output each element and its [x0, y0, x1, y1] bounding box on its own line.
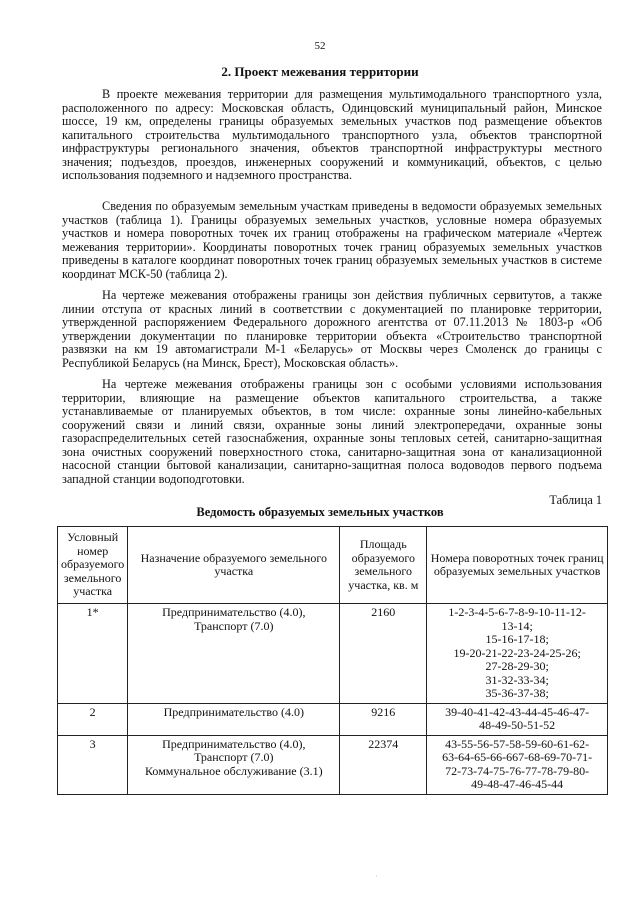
table-title: Ведомость образуемых земельных участков: [196, 505, 444, 519]
parcel-points: [427, 604, 608, 704]
header-purpose: Назначение образуемого земельного участка: [128, 527, 340, 604]
parcel-purpose: [128, 703, 340, 735]
parcel-area: 22374: [340, 735, 427, 794]
table-row: [58, 703, 608, 735]
points-line: 15-16-17-18;: [485, 632, 549, 646]
parcel-purpose: [128, 604, 340, 704]
table-row: [58, 604, 608, 704]
points-line: 31-32-33-34;: [485, 672, 549, 687]
parcel-purpose: [128, 735, 340, 794]
header-turning-points: Номера поворотных точек границ образуемых земельных участков: [427, 527, 608, 604]
points-line: 19-20-21-22-23-24-25-26;: [453, 645, 581, 660]
purpose-line: Коммунальное обслуживание (3.1): [145, 763, 323, 778]
paragraph-special-zones: На чертеже межевания отображены границы зон с особыми условиями использования территории, влияющие на размещение объектов капитального строительства, а также устанавливаемые от планируемых объектов, в том числе: охранные зоны линейно-кабельных сооружений связи и линий связи, охранные зоны линий электропередачи, охранные зоны газораспределительных сетей газоснабжения, охранные зоны тепловых сетей, санитарно-защитная зона очистных сооружений поверхностного стока, санитарно-защитная зона от канализационной насосной станции бытовой канализации, санитарно-защитная полоса водоводов первого подъема западной станции водоподготовки.: [62, 377, 602, 486]
table-row: [58, 735, 608, 794]
parcels-table: [57, 526, 608, 795]
points-line: 1-2-3-4-5-6-7-8-9-10-11-12-: [448, 605, 586, 619]
paragraph-intro: В проекте межевания территории для размещения мультимодального транспортного узла, расположенного по адресу: Московская область, Одинцовский муниципальный район, Минское шоссе, 19 км, определены границы образуемых земельных участков под размещение объектов капитального строительства мультимодального транспортного узла, объектов транспортной инфраструктуры регионального значения, объектов транспортной инфраструктуры местного значения; подъездов, проездов, инженерных сооружений и коммуникаций, объектов, с целью использования подземного и надземного пространства.: [62, 87, 602, 183]
points-line: 48-49-50-51-52: [479, 718, 556, 732]
purpose-line: Транспорт (7.0): [194, 618, 274, 633]
table-label: Таблица 1: [549, 493, 602, 507]
header-parcel-number: Условный номер образуемого земельного участка: [58, 527, 128, 604]
points-line: 27-28-29-30;: [485, 659, 549, 673]
points-line: 43-55-56-57-58-59-60-61-62-: [445, 736, 590, 751]
points-line: 35-36-37-38;: [485, 686, 549, 700]
parcel-area: 2160: [340, 604, 427, 704]
parcel-points: [427, 735, 608, 794]
points-line: 39-40-41-42-43-44-45-46-47-: [445, 704, 590, 719]
purpose-line: Предпринимательство (4.0): [163, 704, 304, 719]
page-number: 52: [314, 40, 326, 52]
section-heading: 2. Проект межевания территории: [221, 64, 419, 79]
parcel-area: 9216: [340, 703, 427, 735]
points-line: 49-48-47-46-45-44: [471, 777, 564, 791]
purpose-line: Предпринимательство (4.0),: [162, 605, 306, 619]
parcel-number: 1*: [58, 604, 128, 704]
points-line: 13-14;: [501, 618, 533, 633]
points-line: 72-73-74-75-76-77-78-79-80-: [445, 763, 590, 778]
header-area: Площадь образуемого земельного участка, кв. м: [340, 527, 427, 604]
paragraph-servitudes: На чертеже межевания отображены границы зон действия публичных сервитутов, а также линии отступа от красных линий в соответствии с документацией по планировке территории, утвержденной распоряжением Федерального дорожного агентства от 07.11.2013 № 1803-р «Об утверждении документации по планировке территории объекта «Строительство транспортной развязки на км 19 автомагистрали М-1 «Беларусь» от Москвы через Смоленск до границы с Республикой Беларусь (на Минск, Брест), Московская область».: [62, 288, 602, 370]
purpose-line: Транспорт (7.0): [194, 750, 274, 764]
scan-speck: ·: [375, 872, 378, 881]
paragraph-parcel-info: Сведения по образуемым земельным участкам приведены в ведомости образуемых земельных участков (таблица 1). Границы образуемых земельных участков, условные номера образуемых участков и номера поворотных точек их границ отображены на графическом материале «Чертеж межевания территории». Координаты поворотных точек границ образуемых земельных участков приведены в каталоге координат поворотных точек границ образуемых земельных участков в системе координат МСК-50 (таблица 2).: [62, 199, 602, 281]
table-header-row: [58, 527, 608, 604]
parcel-number: 2: [58, 703, 128, 735]
purpose-line: Предпринимательство (4.0),: [162, 736, 306, 751]
parcel-points: [427, 703, 608, 735]
parcel-number: 3: [58, 735, 128, 794]
points-line: 63-64-65-66-667-68-69-70-71-: [442, 750, 593, 764]
